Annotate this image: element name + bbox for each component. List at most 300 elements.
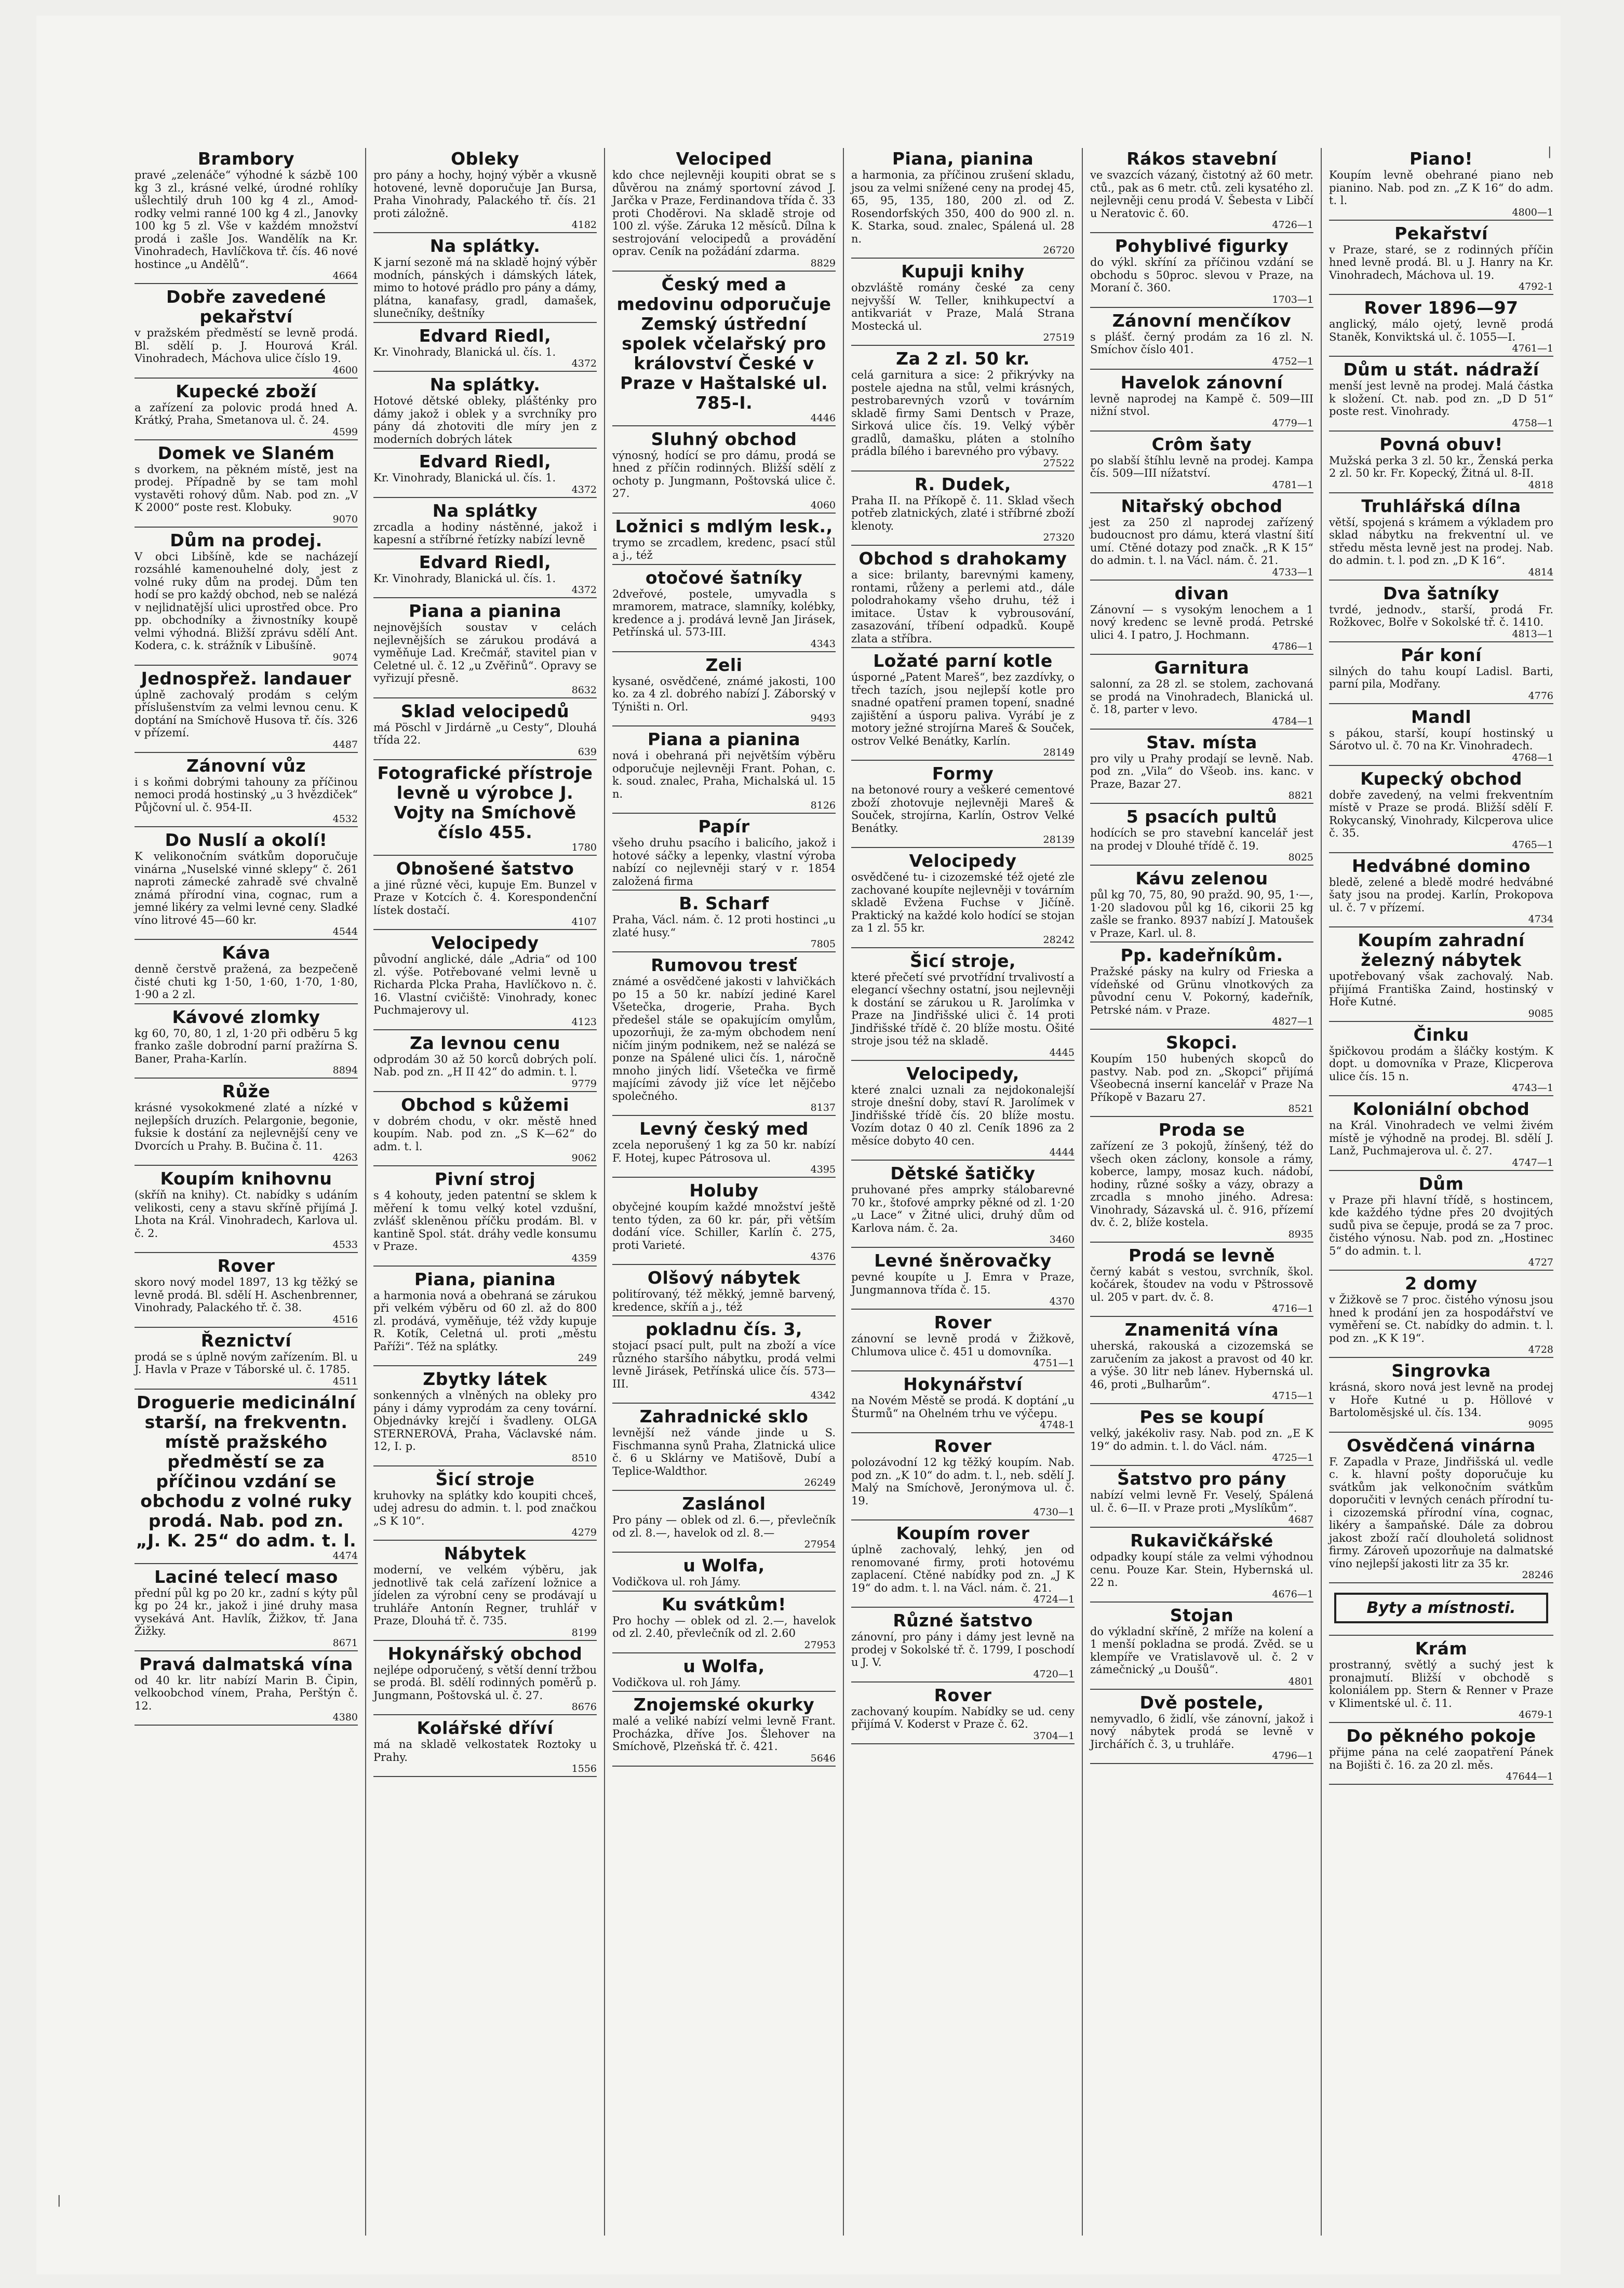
classified-ad bbox=[135, 1007, 358, 1079]
ad-heading: Droguerie medicinální starší, na frekventn. místě pražského předměstí se za příčinou vzdání se obchodu z volné ruky prodá. Nab. pod zn. „J. K. 25“ do adm. t. l. bbox=[136, 1392, 357, 1551]
ad-heading: Zaslánol bbox=[682, 1493, 766, 1514]
ad-heading: Truhlářská dílna bbox=[1361, 495, 1521, 516]
ad-text: výnosný, hodící se pro dámu, prodá se hned z příčin rodinných. Bližší sdělí z ochoty p. Jungmann, Poštovská ulice č. 27. bbox=[612, 449, 836, 500]
classified-ad bbox=[1329, 931, 1553, 1022]
classified-ad bbox=[1329, 1174, 1553, 1271]
ad-text: i s koňmi dobrými tahouny za příčinou nemoci prodá hostinský „u 3 hvězdiček“ Půjčovní ul. č. 954-II. bbox=[135, 775, 358, 814]
ad-text: od 40 kr. litr nabízí Marin B. Čipin, velkoobchod vínem, Praha, Perštýn č. 12. bbox=[135, 1674, 358, 1712]
ad-text: černý kabát s vestou, svrchník, škol. kočárek, štoudev na vodu v Pštrossově ul. 205 v part. dv. č. 8. bbox=[1090, 1265, 1313, 1303]
ad-text: Kr. Vinohrady, Blanická ul. čís. 1. bbox=[373, 345, 556, 358]
ad-text: a sice: brilanty, barevnými kameny, rontami, růženy a perlemi atd., dále polodrahokamy všeho druhu, též i imitace. Ústav k vybrousování, zasazování, tříbení odpadků. Koupě zlata a stříbra. bbox=[851, 569, 1075, 645]
ad-text: v Praze při hlavní třídě, s hostincem, kde každého týdne přes 20 dvojitých sudů piva se čepuje, prodá se za 7 proc. čistého výnosu. Nab. pod zn. „Hostinec 5“ do admin. t. l. bbox=[1329, 1193, 1553, 1257]
ad-reference-number: 4676—1 bbox=[1272, 1588, 1313, 1600]
ad-heading: Rumovou tresť bbox=[651, 955, 797, 975]
ad-reference-number: 4679-1 bbox=[1519, 1709, 1553, 1720]
ad-heading: Znojemské okurky bbox=[633, 1694, 815, 1715]
ad-reference-number: 4532 bbox=[332, 813, 358, 825]
ad-text: do výkl. skříní za příčinou vzdání se obchodu s 50proc. slevou v Praze, na Moraní č. 360. bbox=[1090, 256, 1313, 294]
ad-heading: Do pěkného pokoje bbox=[1346, 1726, 1536, 1746]
ad-reference-number: 4444 bbox=[1049, 1147, 1075, 1158]
ad-text: silných do tahu koupí Ladisl. Barti, parní pila, Modřany. bbox=[1329, 665, 1553, 690]
ad-text: krásná, skoro nová jest levně na prodej v Hoře Kutné u p. Höllové v Bartoloměsjské ul. čís. 134. bbox=[1329, 1381, 1553, 1419]
ad-reference-number: 4765—1 bbox=[1512, 839, 1553, 851]
ad-reference-number: 4733—1 bbox=[1272, 566, 1313, 578]
classified-ad bbox=[851, 262, 1075, 346]
classified-ad bbox=[612, 817, 836, 891]
ad-reference-number: 4728 bbox=[1528, 1344, 1553, 1355]
ad-heading: Ku svátkům! bbox=[662, 1594, 786, 1614]
ad-reference-number: 1780 bbox=[571, 841, 597, 853]
ad-text: tvrdé, jednodv., starší, prodá Fr. Rožkovec, Bolře v Sokolské tř. č. 1410. bbox=[1329, 603, 1553, 628]
classified-ad bbox=[851, 349, 1075, 472]
ad-heading: Obnošené šatstvo bbox=[396, 858, 574, 879]
ad-heading: Zahradnické sklo bbox=[639, 1406, 809, 1426]
ad-reference-number: 9074 bbox=[332, 651, 358, 663]
classified-ad bbox=[1329, 1025, 1553, 1097]
ad-text: zařízení ze 3 pokojů, žínšený, též do všech oken záclony, konsole a rámy, koberce, lampy, mosaz kuch. nádobí, hodiny, různé sošky a vázy, obrazy a zrcadla s mnoho jiného. Adresa: Vinohrady, Sázavská ul. č. 916, přízemí dv. č. 2, blíže kostela. bbox=[1090, 1140, 1313, 1229]
classified-ad bbox=[612, 517, 836, 565]
ad-heading: Dům u stát. nádraží bbox=[1343, 359, 1539, 380]
ad-heading: Do Nuslí a okolí! bbox=[165, 830, 328, 850]
ad-text: zánovní, pro pány i dámy jest levně na prodej v Sokolské tř. č. 1799, I poschodí u J. V. bbox=[851, 1631, 1075, 1668]
column-3 bbox=[605, 148, 844, 2236]
ad-reference-number: 4776 bbox=[1528, 690, 1553, 702]
ad-text: přijme pána na celé zaopatření Pánek na Bojišti č. 16. za 20 zl. měs. bbox=[1329, 1746, 1553, 1771]
ad-reference-number: 4380 bbox=[332, 1712, 358, 1723]
ad-text: nabízí velmi levně Fr. Veselý, Spálená ul. č. 6—II. v Praze proti „Myslíkům“. bbox=[1090, 1489, 1313, 1514]
ad-text: na Novém Městě se prodá. K doptání „u Šturmů“ na Ohelném trhu ve výčepu. bbox=[851, 1394, 1075, 1420]
ad-heading: Velocipedy, bbox=[906, 1063, 1019, 1084]
classified-ad bbox=[373, 149, 597, 233]
classified-ad bbox=[1090, 311, 1313, 370]
ad-text: původní anglické, dále „Adria“ od 100 zl. výše. Potřebované velmi levně u Richarda Plcka Praha, Havlíčkovo n. č. 16. Vlastní cvičiště: Vinohrady, konec Puchmajerovy ul. bbox=[373, 953, 597, 1016]
ad-reference-number: 28246 bbox=[1522, 1569, 1553, 1581]
classified-ad bbox=[612, 568, 836, 652]
classified-ad bbox=[373, 702, 597, 760]
classified-ad bbox=[851, 149, 1075, 259]
ad-heading: Garnitura bbox=[1154, 657, 1250, 678]
ad-reference-number: 27954 bbox=[804, 1539, 836, 1550]
ad-reference-number: 9062 bbox=[571, 1152, 597, 1164]
column-4 bbox=[844, 148, 1083, 2236]
ad-heading: Šatstvo pro pány bbox=[1117, 1469, 1286, 1489]
ad-text: politírovaný, též měkký, jemně barvený, kredence, skříň a j., též bbox=[612, 1288, 836, 1313]
ad-heading: Obchod s drahokamy bbox=[858, 548, 1067, 569]
classified-ad bbox=[851, 764, 1075, 848]
ad-text: kg 60, 70, 80, 1 zl, 1·20 při odběru 5 kg franko zašle dobrodní parní pražírna S. Baner, Praha-Karlín. bbox=[135, 1027, 358, 1065]
ad-text: Praha, Václ. nám. č. 12 proti hostinci „u zlaté husy.“ bbox=[612, 913, 836, 939]
ad-text: sonkenných a vlněných na obleky pro pány i dámy vyprodám za ceny tovární. Objednávky krejčí i švadleny. OLGA STERNEROVÁ, Praha, Václavské nám. 12, I. p. bbox=[373, 1389, 597, 1452]
ad-heading: Piana, pianina bbox=[414, 1269, 556, 1289]
ad-heading: Zeli bbox=[705, 654, 743, 675]
ad-reference-number: 4516 bbox=[332, 1313, 358, 1325]
ad-heading: Rover bbox=[934, 1436, 992, 1456]
classified-ad bbox=[135, 1256, 358, 1328]
classified-ad bbox=[1090, 1320, 1313, 1404]
ad-heading: Kupuji knihy bbox=[901, 261, 1025, 281]
ad-text: Koupím levně obehrané piano neb pianino. Nab. pod zn. „Z K 16“ do adm. t. l. bbox=[1329, 169, 1553, 207]
ad-reference-number: 9095 bbox=[1528, 1418, 1553, 1430]
ad-text: úsporné „Patent Mareš“, bez zazdívky, o třech tazích, jsou nejlepší kotle pro snadné opatření pramen topení, snadné zajištění a úsporu paliva. Vyrábí je z motory ježné strojírna Mareš & Souček, ostrov Velké Benátky, Karlín. bbox=[851, 671, 1075, 747]
classified-ad bbox=[1090, 658, 1313, 730]
classified-ad bbox=[1329, 1726, 1553, 1785]
ad-text: na betonové roury a veškeré cementové zboží zhotovuje nejlevněji Mareš & Souček, strojírna, Karlín, Ostrov Velké Benátky. bbox=[851, 784, 1075, 835]
classified-ad bbox=[373, 1718, 597, 1777]
ad-text: má na skladě velkostatek Roztoky u Prahy. bbox=[373, 1738, 597, 1764]
classified-ad bbox=[612, 1595, 836, 1653]
classified-ad bbox=[851, 475, 1075, 546]
classified-ad bbox=[612, 1320, 836, 1404]
ad-heading: Pár koní bbox=[1401, 644, 1482, 665]
classified-ad bbox=[1329, 645, 1553, 704]
ad-text: a jiné různé věci, kupuje Em. Bunzel v Praze v Kotcích č. 4. Korespondenční lístek dostačí. bbox=[373, 878, 597, 917]
classified-ad bbox=[1090, 1246, 1313, 1317]
classified-ad bbox=[851, 1313, 1075, 1371]
ad-heading: Velocipedy bbox=[909, 851, 1017, 871]
ad-heading: Povná obuv! bbox=[1379, 434, 1503, 454]
ad-heading: Rover 1896—97 bbox=[1364, 298, 1519, 318]
ad-heading: Rover bbox=[934, 1685, 992, 1705]
ad-text: odprodám 30 až 50 korců dobrých polí. Nab. pod zn. „H II 42“ do admin. t. l. bbox=[373, 1053, 597, 1078]
ad-text: upotřebovaný však zachovalý. Nab. přijímá Františka Zaind, hostinský v Hoře Kutné. bbox=[1329, 970, 1553, 1008]
classified-ad bbox=[851, 1251, 1075, 1310]
ad-heading: Různé šatstvo bbox=[893, 1610, 1033, 1631]
ad-text: Vodičkova ul. roh Jámy. bbox=[612, 1676, 741, 1689]
ad-reference-number: 249 bbox=[578, 1352, 597, 1364]
section-heading: Byty a místnosti. bbox=[1334, 1593, 1548, 1623]
ad-reference-number: 4279 bbox=[571, 1527, 597, 1538]
ad-text: a zařízení za polovic prodá hned A. Krátký, Praha, Smetanova ul. č. 24. bbox=[135, 401, 358, 426]
ad-text: bledě, zelené a bledě modré hedvábné šaty jsou na prodej. Karlín, Prokopova ul. č. 7 v přízemí. bbox=[1329, 876, 1553, 914]
ad-heading: Ložaté parní kotle bbox=[873, 651, 1053, 671]
classified-ad bbox=[373, 1033, 597, 1092]
ad-text: stojací psací pult, pult na zboží a více různého staršího nábytku, prodá velmi levně Jirásek, Petřínská ulice čís. 573—III. bbox=[612, 1339, 836, 1390]
ad-reference-number: 4359 bbox=[571, 1252, 597, 1264]
ad-heading: Zbytky látek bbox=[423, 1369, 547, 1389]
classified-ad bbox=[1329, 1436, 1553, 1584]
ad-reference-number: 4487 bbox=[332, 738, 358, 750]
ad-text: K velikonočním svátkům doporučuje vinárna „Nuselské vinné sklepy“ č. 261 naproti zámecké zahradě své chvalně známá přírodní vina, cognac, rum a jemné likéry za velmi levné ceny. Sladké víno litrové 45—60 kr. bbox=[135, 850, 358, 926]
column-1 bbox=[127, 148, 366, 2236]
ad-text: prodá se s úplně novým zařízením. Bl. u J. Havla v Praze v Táborské ul. č. 1785. bbox=[135, 1350, 358, 1376]
classified-ad bbox=[1090, 1407, 1313, 1466]
ad-reference-number: 7805 bbox=[810, 938, 836, 950]
ad-reference-number: 8671 bbox=[332, 1637, 358, 1649]
ad-heading: Znamenitá vína bbox=[1124, 1320, 1279, 1340]
ad-text: nemyvadlo, 6 židlí, vše zánovní, jakož i nový nábytek prodá se levně v Jirchářích č. 3, u truhláře. bbox=[1090, 1712, 1313, 1751]
ad-reference-number: 4730—1 bbox=[1033, 1506, 1075, 1518]
ad-text: Praha II. na Příkopě č. 11. Sklad všech potřeb zlatnických, zlaté i stříbrné zboží klenoty. bbox=[851, 494, 1075, 532]
ad-reference-number: 26249 bbox=[804, 1477, 836, 1488]
ad-text: uherská, rakouská a cizozemská se zaručením za jakost a pravost od 40 kr. a výše. 30 litr neb lánev. Hybernská ul. 46, proti „Bulharům“. bbox=[1090, 1340, 1313, 1391]
ad-heading: Kávu zelenou bbox=[1135, 868, 1268, 889]
ad-heading: Řeznictví bbox=[200, 1330, 292, 1351]
classified-ad bbox=[851, 1436, 1075, 1520]
ad-reference-number: 4395 bbox=[810, 1164, 836, 1175]
ad-reference-number: 4720—1 bbox=[1033, 1668, 1075, 1680]
ad-heading: Káva bbox=[222, 943, 271, 963]
classified-ad bbox=[1329, 707, 1553, 766]
ad-text: pro pány a hochy, hojný výběr a vkusně hotovené, levně doporučuje Jan Bursa, Praha Vinohrady, Palackého tř. čís. 21 proti záložně. bbox=[373, 169, 597, 220]
ad-reference-number: 4343 bbox=[810, 638, 836, 650]
ad-reference-number: 4687 bbox=[1288, 1514, 1313, 1525]
classified-ad bbox=[1329, 496, 1553, 581]
ad-text: Vodičkova ul. roh Jámy. bbox=[612, 1576, 741, 1588]
ad-heading: Havelok zánovní bbox=[1120, 372, 1283, 393]
ad-heading: Levné šněrovačky bbox=[874, 1250, 1052, 1271]
classified-ad bbox=[1090, 1469, 1313, 1528]
ad-heading: Mandl bbox=[1411, 706, 1472, 727]
ad-heading: Na splátky bbox=[432, 500, 538, 521]
ad-reference-number: 8632 bbox=[571, 684, 597, 696]
ad-reference-number: 9085 bbox=[1528, 1007, 1553, 1019]
classified-columns bbox=[127, 148, 1561, 2236]
ad-text: krásné vysokokmené zlaté a nízké v nejlepších druzích. Pelargonie, begonie, fuksie k dostání za nejlevnější ceny ve Dvorcích u Prahy. B. Bučina č. 11. bbox=[135, 1101, 358, 1152]
classified-ad bbox=[1329, 1361, 1553, 1433]
ad-reference-number: 4751—1 bbox=[1033, 1357, 1075, 1369]
ad-heading: Růže bbox=[222, 1081, 271, 1101]
ad-heading: Hokynářský obchod bbox=[387, 1643, 583, 1664]
ad-text: pro vily u Prahy prodají se levně. Nab. pod zn. „Vila“ do Všeob. ins. kanc. v Praze, Bazar 27. bbox=[1090, 752, 1313, 790]
newspaper-page bbox=[36, 16, 1561, 2274]
ad-heading: Kupecký obchod bbox=[1360, 768, 1522, 789]
classified-ad bbox=[135, 1169, 358, 1253]
ad-heading: Hokynářství bbox=[903, 1374, 1023, 1394]
ad-reference-number: 4474 bbox=[332, 1550, 358, 1562]
ad-text: v pražském předměstí se levně prodá. Bl. sdělí p. J. Hourová Král. Vinohradech, Máchova ulice číslo 19. bbox=[135, 327, 358, 365]
classified-ad bbox=[612, 275, 836, 426]
ad-heading: Stav. místa bbox=[1146, 732, 1257, 752]
ad-reference-number: 4747—1 bbox=[1512, 1156, 1553, 1168]
ad-text: velký, jakékoliv rasy. Nab. pod zn. „E K 19“ do admin. t. l. do Václ. nám. bbox=[1090, 1427, 1313, 1452]
classified-ad bbox=[851, 1064, 1075, 1161]
ad-heading: u Wolfa, bbox=[683, 1656, 765, 1676]
ad-reference-number: 4372 bbox=[571, 584, 597, 596]
ad-heading: Osvědčená vinárna bbox=[1347, 1435, 1536, 1456]
ad-heading: Dvě postele, bbox=[1139, 1692, 1264, 1713]
classified-ad bbox=[851, 1524, 1075, 1608]
ad-reference-number: 639 bbox=[578, 746, 597, 758]
classified-ad bbox=[1329, 584, 1553, 642]
ad-reference-number: 4372 bbox=[571, 358, 597, 369]
ad-text: nejnovějších soustav v celách nejlevnějších se zárukou prodává a vyměňuje Lad. Krečmář, stavitel pian v Celetné ul. č. 12 „u Zvěřinů“. Opravy se vyřizují přesně. bbox=[373, 621, 597, 684]
ad-heading: Kávové zlomky bbox=[172, 1006, 320, 1027]
ad-text: po slabší štíhlu levně na prodej. Kampa čís. 509—III nížatství. bbox=[1090, 454, 1313, 479]
classified-ad bbox=[1090, 1693, 1313, 1765]
ad-text: obzvláště romány české za ceny nejvyšší W. Teller, knihkupectví a antikvariát v Praze, Malá Strana Mostecká ul. bbox=[851, 281, 1075, 332]
ad-heading: Obchod s kůžemi bbox=[401, 1094, 569, 1115]
ad-text: celá garnitura a sice: 2 přikrývky na postele ajedna na stůl, velmi krásných, pestrobarevných vzorů v továrním skladě firmy Sami Dentsch v Praze, Sirková ulice čís. 19. Velký výběr gradlů, damašku, pláten a stolního prádla bílého i barevného pro výbavy. bbox=[851, 369, 1075, 457]
classified-ad bbox=[373, 326, 597, 372]
ad-reference-number: 9070 bbox=[332, 513, 358, 525]
classified-ad bbox=[135, 443, 358, 528]
ad-reference-number: 4813—1 bbox=[1512, 628, 1553, 640]
ad-heading: Za 2 zl. 50 kr. bbox=[896, 348, 1030, 369]
ad-heading: Činku bbox=[1413, 1024, 1469, 1045]
classified-ad bbox=[373, 1544, 597, 1641]
ad-heading: Ložnici s mdlým lesk., bbox=[615, 516, 833, 536]
ad-reference-number: 8521 bbox=[1288, 1103, 1313, 1114]
ad-reference-number: 8025 bbox=[1288, 852, 1313, 863]
ad-text: skoro nový model 1897, 13 kg těžký se levně prodá. Bl. sdělí H. Aschenbrenner, Vinohrady, Palackého tř. č. 38. bbox=[135, 1276, 358, 1314]
classified-ad bbox=[612, 730, 836, 814]
ad-reference-number: 4107 bbox=[571, 916, 597, 927]
ad-text: V obci Libšíně, kde se nacházejí rozsáhlé kamenouhelné doly, jest z volné ruky dům na prodej. Dům ten hodí se pro každý obchod, neb se nalézá v nejlidnatější ulici uprostřed obce. Pro pp. obchodníky a živnostníky koupě velmi výhodná. Bližší zprávu sdělí Ant. Kodera, c. k. strážník v Libušíně. bbox=[135, 550, 358, 652]
ad-text: levnější než vánde jinde u S. Fischmanna synů Praha, Zlatnická ulice č. 6 u Sklárny ve Matišově, Dubí a Teplice-Waldthor. bbox=[612, 1426, 836, 1477]
ad-reference-number: 3460 bbox=[1049, 1234, 1075, 1245]
ad-heading: Jednospřež. landauer bbox=[141, 668, 352, 689]
ad-heading: Nitařský obchod bbox=[1121, 495, 1283, 516]
ad-heading: Obleky bbox=[451, 149, 519, 169]
classified-ad bbox=[373, 375, 597, 449]
ad-reference-number: 4792-1 bbox=[1519, 281, 1553, 292]
ad-text: úplně zachovalý prodám s celým příslušenstvím za velmi levnou cenu. K doptání na Smíchově Husova tř. čís. 326 v přízemí. bbox=[135, 688, 358, 739]
ad-reference-number: 4445 bbox=[1049, 1046, 1075, 1058]
classified-ad bbox=[612, 1181, 836, 1265]
ad-heading: Rover bbox=[934, 1312, 992, 1333]
ad-heading: u Wolfa, bbox=[683, 1555, 765, 1576]
classified-ad bbox=[373, 501, 597, 549]
classified-ad bbox=[373, 763, 597, 856]
ad-reference-number: 4376 bbox=[810, 1251, 836, 1262]
ad-heading: Pp. kadeřníkům. bbox=[1120, 945, 1283, 965]
ad-text: v dobrém chodu, v okr. městě hned koupím. Nab. pod zn. „S K—62“ do adm. t. l. bbox=[373, 1114, 597, 1153]
ad-reference-number: 27953 bbox=[804, 1639, 836, 1651]
classified-ad bbox=[373, 1644, 597, 1716]
ad-heading: Kolářské dříví bbox=[417, 1718, 554, 1738]
ad-heading: Stojan bbox=[1170, 1605, 1234, 1625]
ad-reference-number: 4533 bbox=[332, 1239, 358, 1250]
ad-reference-number: 4182 bbox=[571, 219, 597, 231]
classified-ad bbox=[1329, 435, 1553, 493]
classified-ad bbox=[1090, 733, 1313, 804]
ad-text: 2dveřové, postele, umyvadla s mramorem, matrace, slamníky, kolébky, kredence a j. prodává levně Jan Jirásek, Petřínská ul. 573-III. bbox=[612, 587, 836, 638]
ad-heading: Rover bbox=[217, 1256, 275, 1276]
ad-heading: Piana a pianina bbox=[408, 601, 562, 621]
ad-text: s 4 kohouty, jeden patentní se sklem k měření k tomu velký kotel vzdušní, zvlášť skleněnou příčku prodám. Bl. v kantině Spol. stát. dráhy vedle konsumu v Praze. bbox=[373, 1189, 597, 1253]
classified-ad bbox=[1329, 769, 1553, 853]
ad-heading: Kupecké zboží bbox=[176, 381, 317, 401]
ad-reference-number: 4768—1 bbox=[1512, 751, 1553, 763]
classified-ad bbox=[135, 382, 358, 440]
ad-text: zánovní se levně prodá v Žižkově, Chlumova ulice č. 451 u domovníka. bbox=[851, 1333, 1075, 1358]
ad-reference-number: 8137 bbox=[810, 1102, 836, 1113]
ad-heading: Pravá dalmatská vína bbox=[139, 1653, 353, 1674]
classified-ad bbox=[1090, 1606, 1313, 1690]
classified-ad bbox=[373, 1369, 597, 1466]
column-2 bbox=[366, 148, 605, 2236]
ad-reference-number: 27522 bbox=[1043, 457, 1075, 469]
ad-heading: Pekařství bbox=[1394, 223, 1488, 244]
classified-ad bbox=[135, 1331, 358, 1390]
ad-reference-number: 27519 bbox=[1043, 332, 1075, 343]
ad-text: zcela neporušený 1 kg za 50 kr. nabízí F. Hotej, kupec Pátrosova ul. bbox=[612, 1139, 836, 1164]
ad-heading: Formy bbox=[932, 763, 994, 784]
classified-ad bbox=[851, 1375, 1075, 1433]
classified-ad bbox=[373, 236, 597, 323]
ad-heading: Proda se bbox=[1158, 1120, 1245, 1140]
ad-text: kdo chce nejlevněji koupiti obrat se s důvěrou na známý sportovní závod J. Jarčka v Praze, Ferdinandova třída č. 33 proti Choděrovi. Na skladě stroje od 100 zl. výše. Záruka 12 měsíců. Dílna k sestrojování velocipedů a provádění oprav. Ceník na požádání zdarma. bbox=[612, 169, 836, 258]
classified-ad bbox=[1329, 298, 1553, 357]
ad-text: úplně zachovalý, lehký, jen od renomované firmy, proti hotovému zaplacení. Ctěné nabídky pod zn. „J K 19“ do adm. t. l. na Václ. nám. č. 21. bbox=[851, 1543, 1075, 1594]
classified-ad bbox=[373, 859, 597, 931]
ad-reference-number: 4786—1 bbox=[1272, 641, 1313, 652]
classified-ad bbox=[135, 669, 358, 753]
ad-reference-number: 8126 bbox=[810, 800, 836, 811]
ad-heading: Olšový nábytek bbox=[647, 1268, 801, 1288]
classified-ad bbox=[1329, 1274, 1553, 1358]
classified-ad bbox=[851, 651, 1075, 761]
ad-text: má Pöschl v Jirdárně „u Cesty“, Dlouhá třída 22. bbox=[373, 721, 597, 746]
classified-ad bbox=[373, 452, 597, 498]
ad-heading: Dva šatníky bbox=[1383, 583, 1500, 603]
ad-text: větší, spojená s krámem a výkladem pro sklad nábytku na frekventní ul. ve středu města levně jest na prodej. Nab. do admin. t. l. pod zn. „D K 16“. bbox=[1329, 516, 1553, 567]
ad-text: ve svazcích vázaný, čistotný až 60 metr. ctů., pak as 6 metr. ctů. zeli kysatého zl. nejlevněji cenu prodá V. Šebesta v Libčí u Neratovic č. 60. bbox=[1090, 169, 1313, 220]
ad-text: Zánovní — s vysokým lenochem a 1 nový kredenc se levně prodá. Petrské ulici 4. I patro, J. Hochmann. bbox=[1090, 603, 1313, 641]
classified-ad bbox=[612, 1407, 836, 1491]
ad-reference-number: 4743—1 bbox=[1512, 1082, 1553, 1094]
ad-text: kruhovky na splátky kdo koupiti chceš, udej adresu do admin. t. l. pod značkou „S K 10“. bbox=[373, 1489, 597, 1527]
ad-heading: Dům bbox=[1418, 1173, 1464, 1194]
classified-ad bbox=[373, 1095, 597, 1167]
ad-heading: Šicí stroje bbox=[435, 1469, 535, 1489]
ad-text: půl kg 70, 75, 80, 90 pražd. 90, 95, 1·—, 1·20 sladovou půl kg 16, cikorii 25 kg zašle se franko. 8937 nabízí J. Matoušek v Praze, Karl. ul. 8. bbox=[1090, 889, 1313, 939]
ad-heading: 2 domy bbox=[1405, 1273, 1478, 1294]
ad-reference-number: 4748-1 bbox=[1040, 1419, 1075, 1431]
classified-ad bbox=[612, 1695, 836, 1767]
ad-reference-number: 4263 bbox=[332, 1152, 358, 1163]
ad-reference-number: 8829 bbox=[810, 257, 836, 269]
ad-reference-number: 26720 bbox=[1043, 245, 1075, 256]
ad-reference-number: 4446 bbox=[810, 412, 836, 424]
classified-ad bbox=[135, 756, 358, 828]
ad-reference-number: 4800—1 bbox=[1512, 206, 1553, 218]
ad-heading: Rákos stavební bbox=[1126, 149, 1277, 169]
ad-reference-number: 4599 bbox=[332, 426, 358, 438]
classified-ad bbox=[1329, 856, 1553, 928]
ad-heading: Pivní stroj bbox=[434, 1169, 536, 1189]
classified-ad bbox=[1090, 1033, 1313, 1117]
ad-reference-number: 8199 bbox=[571, 1626, 597, 1638]
ad-heading: Dobře zavedené pekařství bbox=[166, 287, 327, 327]
ad-text: jest za 250 zl naprodej zařízený budoucnost pro dámu, která vlastní šití umí. Ctěné dotazy pod značk. „R K 15“ do admin. t. l. na Václ. nám. č. 21. bbox=[1090, 516, 1313, 567]
classified-ad bbox=[1090, 373, 1313, 432]
ad-text: polozávodní 12 kg těžký koupím. Nab. pod zn. „K 10“ do adm. t. l., neb. sdělí J. Malý na Smíchově, Jeronýmova ul. č. 19. bbox=[851, 1456, 1075, 1507]
ad-reference-number: 9493 bbox=[810, 712, 836, 724]
ad-reference-number: 4123 bbox=[571, 1016, 597, 1028]
ad-reference-number: 4761—1 bbox=[1512, 343, 1553, 354]
ad-text: Pro hochy — oblek od zl. 2.—, havelok od zl. 2.40, převlečník od zl. 2.60 bbox=[612, 1614, 836, 1639]
classified-ad bbox=[1329, 1639, 1553, 1723]
classified-ad bbox=[373, 553, 597, 599]
ad-text: známé a osvědčené jakosti v lahvičkách po 15 a 50 kr. nabízí jediné Karel Všetečka, drogerie, Praha. Bych předešel stále se opakujícím omylům, upozorňuji, že za-mým obchodem není ničím jiným podnikem, než se nalézá se ponze na Spálené ulici čís. 1, náročně mnoho jiných lidí. Všetečka ve firmě majícími závody již více let nějčebo společného. bbox=[612, 975, 836, 1102]
ad-reference-number: 4727 bbox=[1528, 1257, 1553, 1268]
ad-reference-number: 28139 bbox=[1043, 834, 1075, 845]
ad-heading: Singrovka bbox=[1391, 1361, 1491, 1381]
classified-ad bbox=[851, 951, 1075, 1061]
ad-reference-number: 4544 bbox=[332, 926, 358, 937]
ad-reference-number: 4734 bbox=[1528, 913, 1553, 925]
margin-mark-bottom: | bbox=[57, 2194, 61, 2207]
ad-text: odpadky koupí stále za velmi výhodnou cenu. Pouze Kar. Stein, Hybernská ul. 22 n. bbox=[1090, 1551, 1313, 1589]
ad-reference-number: 4781—1 bbox=[1272, 479, 1313, 491]
ad-heading: Velocipedy bbox=[431, 933, 539, 953]
ad-text: pruhované přes amprky stálobarevné 70 kr., štofové amprky pěkné od zl. 1·20 „u Lace“ v Žitné ulici, druhý dům od Karlova nám. č. 2a. bbox=[851, 1183, 1075, 1234]
ad-heading: Piana, pianina bbox=[892, 149, 1034, 169]
ad-reference-number: 4827—1 bbox=[1272, 1016, 1313, 1027]
ad-text: denně čerstvě pražená, za bezpečeně čisté chuti kg 1·50, 1·60, 1·70, 1·80, 1·90 a 2 zl. bbox=[135, 963, 358, 1001]
classified-ad bbox=[851, 1164, 1075, 1248]
